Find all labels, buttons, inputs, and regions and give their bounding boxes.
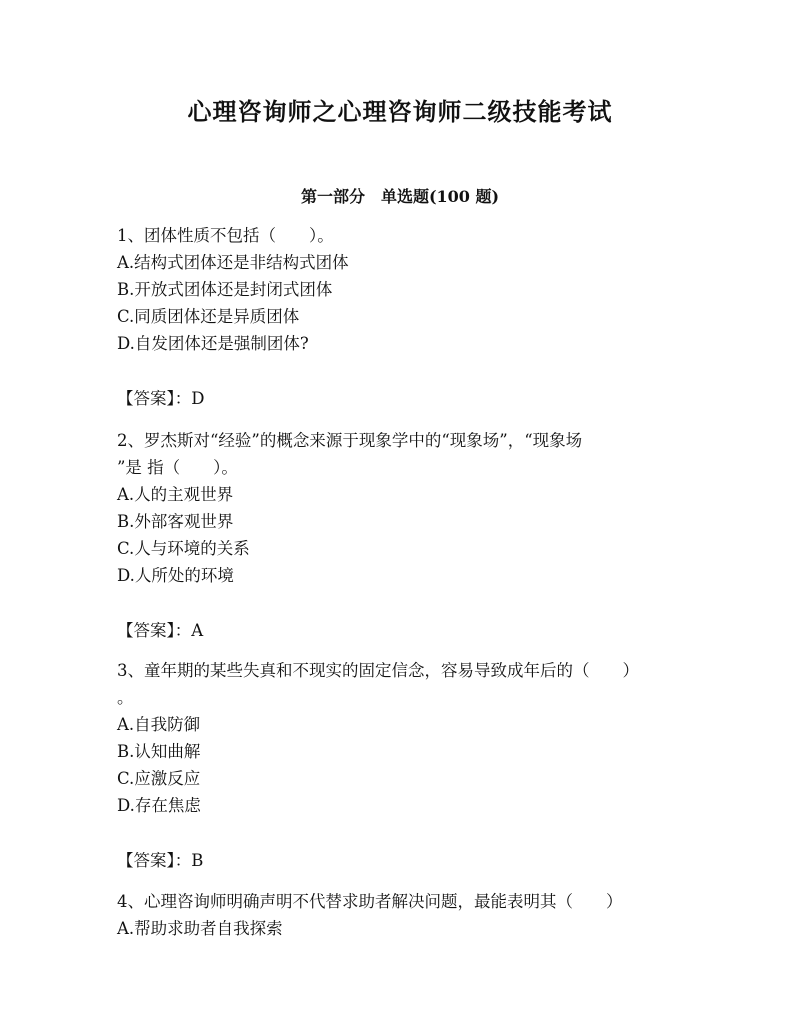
question-1-answer: 【答案】：D — [117, 389, 205, 408]
section-heading: 第一部分 单选题(100 题) — [300, 187, 500, 206]
question-2-option-d: D.人所处的环境 — [117, 566, 234, 585]
question-2-option-c: C.人与环境的关系 — [117, 539, 250, 558]
question-2-stem-line-1: 2、罗杰斯对“经验”的概念来源于现象学中的“现象场”，“现象场 — [117, 431, 583, 450]
question-2-answer: 【答案】：A — [117, 621, 204, 640]
question-2-stem-line-2: ”是 指（ ）。 — [117, 458, 238, 477]
question-2-option-a: A.人的主观世界 — [117, 485, 234, 504]
question-1-stem: 1、团体性质不包括（ ）。 — [117, 226, 334, 245]
question-3-stem-line-1: 3、童年期的某些失真和不现实的固定信念，容易导致成年后的（ ） — [117, 661, 639, 680]
question-1-option-a: A.结构式团体还是非结构式团体 — [117, 253, 349, 272]
question-1-option-b: B.开放式团体还是封闭式团体 — [117, 280, 333, 299]
question-3-option-c: C.应激反应 — [117, 769, 201, 788]
question-3-option-b: B.认知曲解 — [117, 742, 201, 761]
question-1-option-d: D.自发团体还是强制团体? — [117, 334, 309, 353]
question-4-option-a: A.帮助求助者自我探索 — [117, 919, 283, 938]
question-2-option-b: B.外部客观世界 — [117, 512, 234, 531]
question-4-stem: 4、心理咨询师明确声明不代替求助者解决问题，最能表明其（ ） — [117, 892, 623, 911]
question-3-option-d: D.存在焦虑 — [117, 796, 201, 815]
question-3-answer: 【答案】：B — [117, 851, 204, 870]
question-1-option-c: C.同质团体还是异质团体 — [117, 307, 300, 326]
question-3-stem-line-2: 。 — [117, 688, 134, 707]
question-3-option-a: A.自我防御 — [117, 715, 201, 734]
document-title: 心理咨询师之心理咨询师二级技能考试 — [187, 97, 613, 126]
